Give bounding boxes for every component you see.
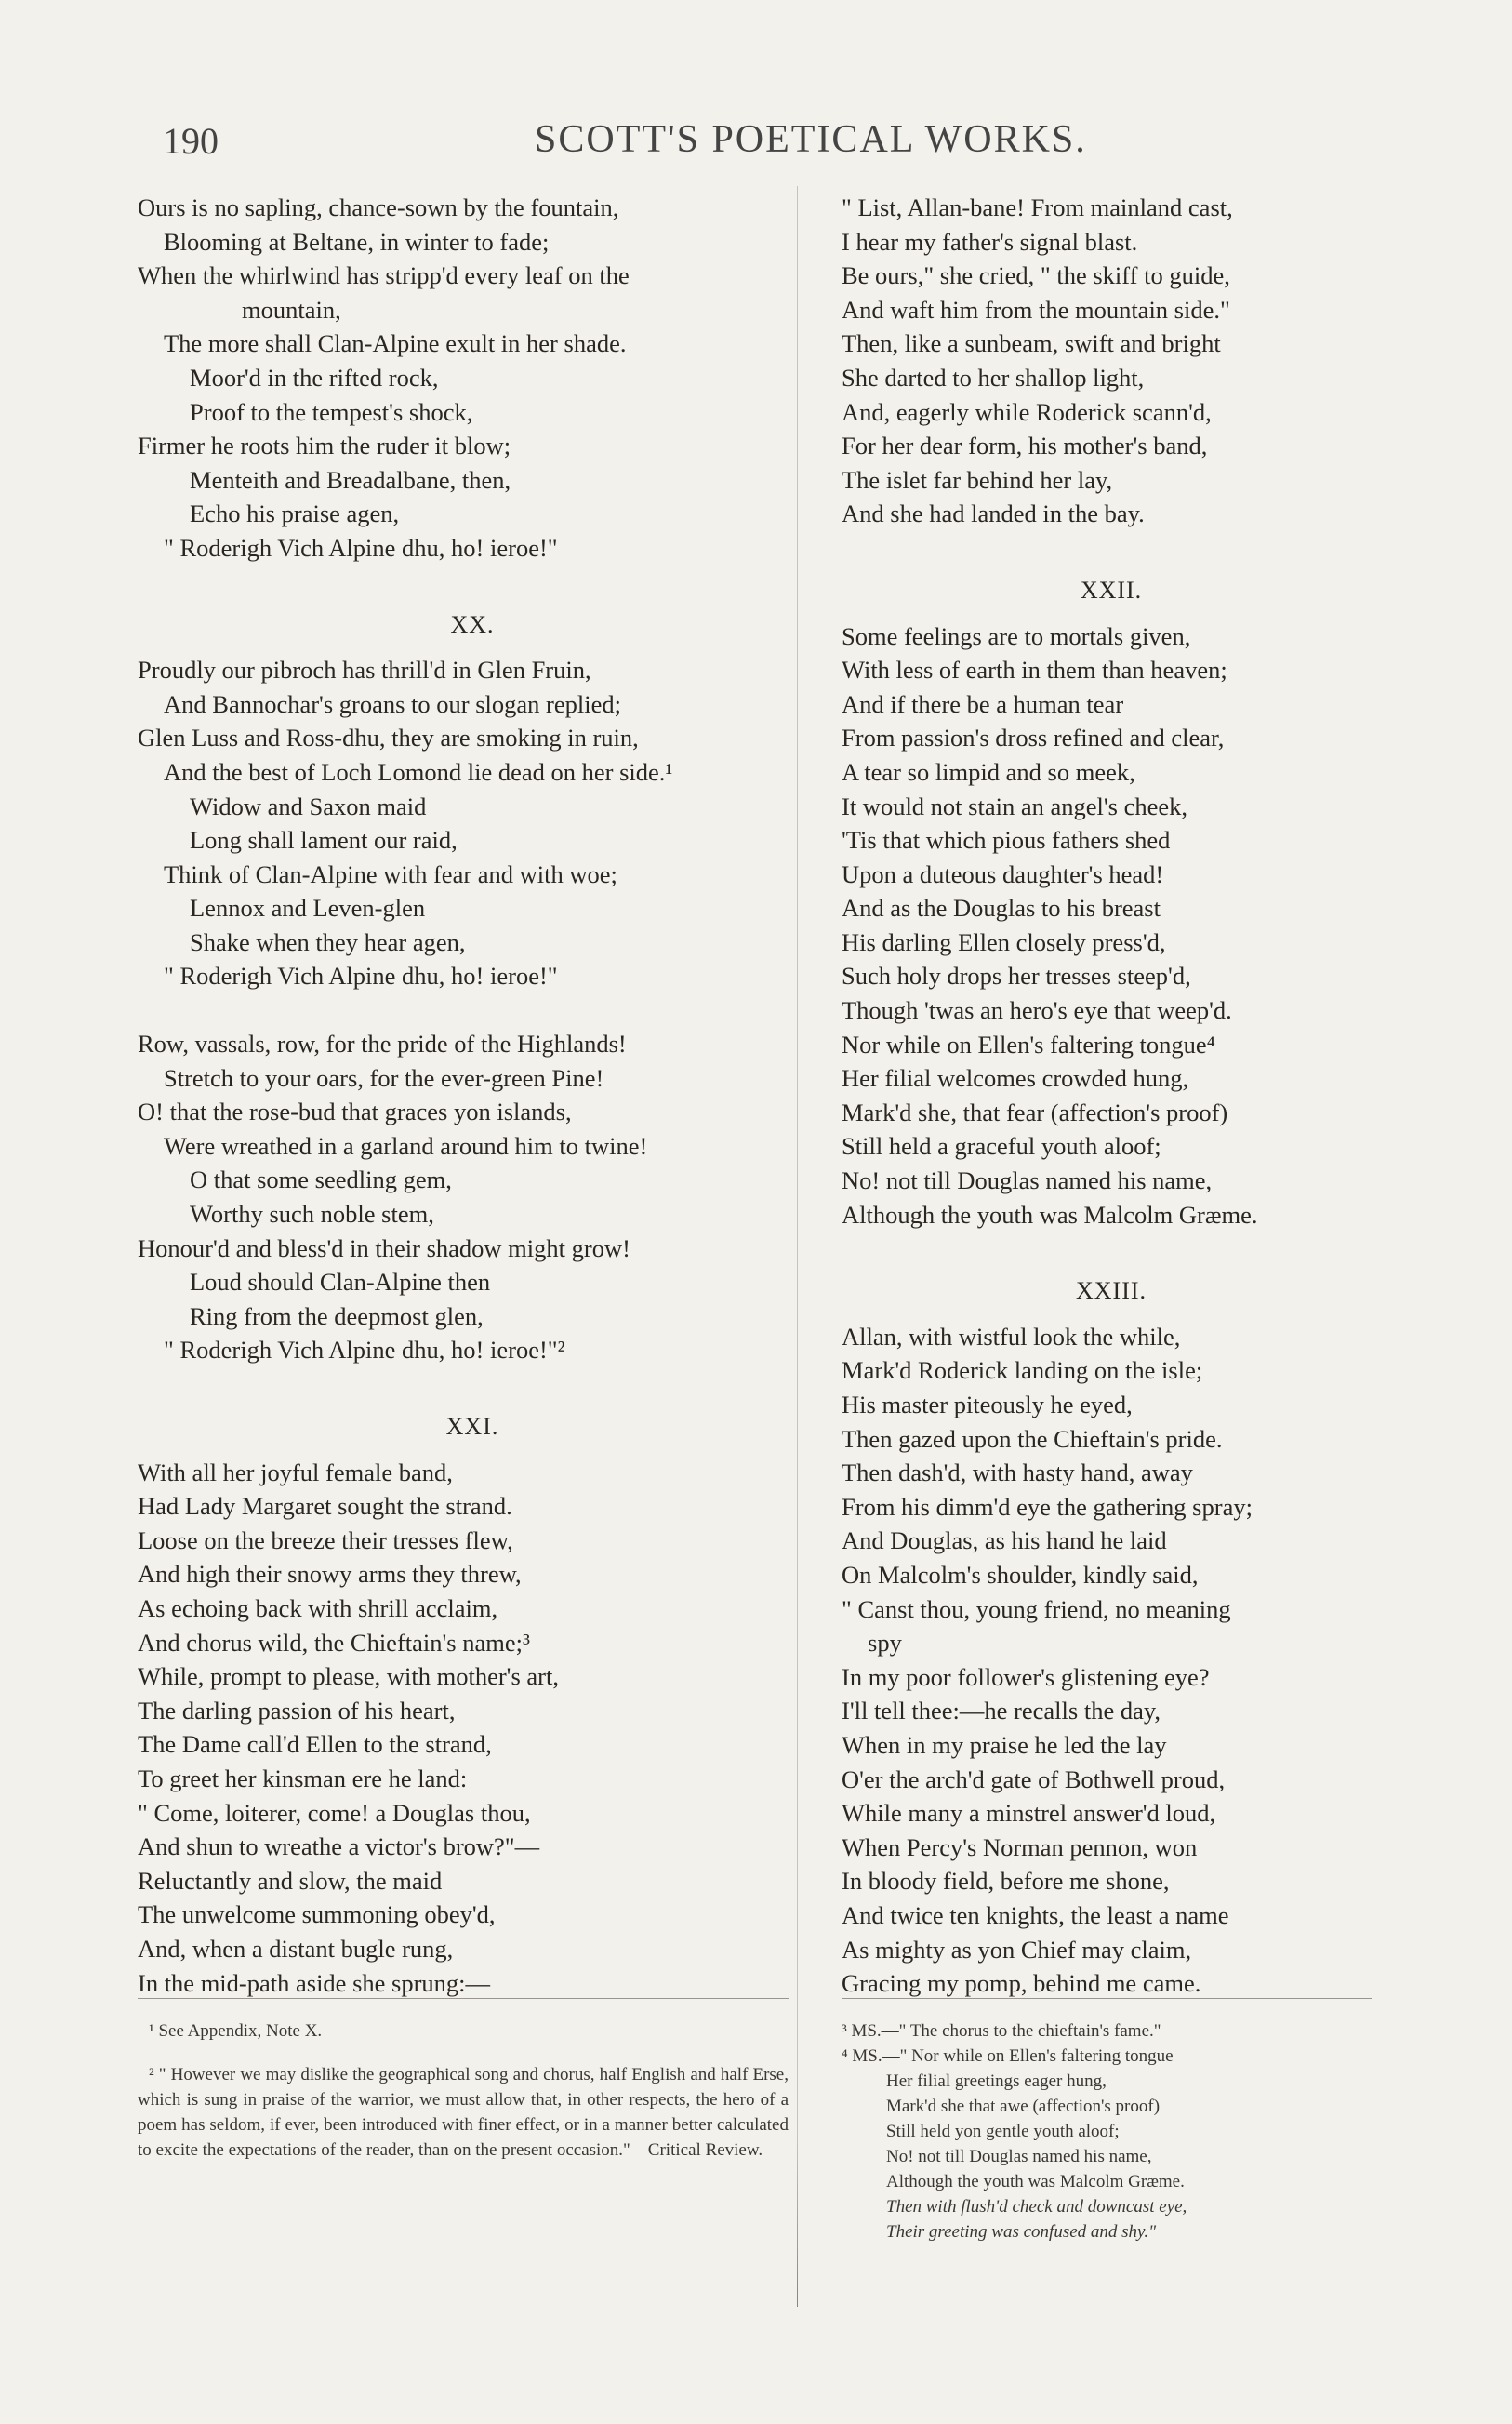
verse-line: Still held a graceful youth aloof; bbox=[842, 1132, 1161, 1161]
verse-line: While many a minstrel answer'd loud, bbox=[842, 1799, 1216, 1828]
verse-line: " Come, loiterer, come! a Douglas thou, bbox=[138, 1798, 531, 1827]
verse-line: spy bbox=[868, 1629, 902, 1658]
verse-line: Menteith and Breadalbane, then, bbox=[190, 465, 511, 494]
verse-line: Upon a duteous daughter's head! bbox=[842, 859, 1164, 888]
verse-line: Lennox and Leven-glen bbox=[190, 894, 426, 923]
verse-line: O that some seedling gem, bbox=[190, 1165, 452, 1194]
verse-line: Had Lady Margaret sought the strand. bbox=[138, 1492, 512, 1521]
verse-line: Nor while on Ellen's faltering tongue⁴ bbox=[842, 1030, 1215, 1059]
verse-line: Be ours," she cried, " the skiff to guide, bbox=[842, 261, 1230, 290]
verse-line: O'er the arch'd gate of Bothwell proud, bbox=[842, 1765, 1226, 1793]
verse-line: With less of earth in them than heaven; bbox=[842, 656, 1227, 685]
verse-line: In my poor follower's glistening eye? bbox=[842, 1662, 1210, 1691]
verse-line: " List, Allan-bane! From mainland cast, bbox=[842, 193, 1233, 221]
footnote: ² " However we may dislike the geographical song and chorus, half English and half Erse, which is sung in praise of the warrior, we must allow that, in other respects, the hero of a poem has seldom, if ever, been introduced with finer effect, or in a manner better calculated to excite the expectations of the reader, than on the present occasion."—Critical Review. bbox=[138, 2065, 789, 2160]
stanza-block bbox=[138, 1456, 807, 2001]
verse-line: Though 'twas an hero's eye that weep'd. bbox=[842, 996, 1232, 1025]
column-divider bbox=[797, 186, 798, 2307]
stanza-number: XXII. bbox=[1080, 576, 1143, 604]
verse-line: The unwelcome summoning obey'd, bbox=[138, 1900, 496, 1929]
verse-line: While, prompt to please, with mother's art, bbox=[138, 1662, 559, 1691]
verse-line: Blooming at Beltane, in winter to fade; bbox=[164, 227, 550, 256]
verse-line: Proudly our pibroch has thrill'd in Glen Fruin, bbox=[138, 656, 591, 685]
stanza-number: XXI. bbox=[445, 1413, 499, 1440]
footnote-line: ³ MS.—" The chorus to the chieftain's fame." bbox=[842, 2021, 1161, 2041]
verse-line: And waft him from the mountain side." bbox=[842, 295, 1230, 324]
verse-line: " Roderigh Vich Alpine dhu, ho! ieroe!" bbox=[164, 533, 558, 562]
verse-line: Her filial welcomes crowded hung, bbox=[842, 1064, 1189, 1093]
verse-line: And, eagerly while Roderick scann'd, bbox=[842, 397, 1212, 426]
verse-line: Then dash'd, with hasty hand, away bbox=[842, 1458, 1193, 1487]
stanza-block bbox=[138, 1027, 807, 1367]
verse-line: She darted to her shallop light, bbox=[842, 363, 1145, 392]
verse-line: And high their snowy arms they threw, bbox=[138, 1560, 522, 1589]
verse-line: The more shall Clan-Alpine exult in her shade. bbox=[164, 329, 627, 358]
verse-line: Ring from the deepmost glen, bbox=[190, 1301, 484, 1330]
verse-line: O! that the rose-bud that graces yon islands, bbox=[138, 1098, 572, 1126]
verse-line: Echo his praise agen, bbox=[190, 499, 400, 528]
verse-line: In the mid-path aside she sprung:— bbox=[138, 1968, 491, 1997]
verse-line: " Canst thou, young friend, no meaning bbox=[842, 1594, 1231, 1623]
footnote-line: Their greeting was confused and shy." bbox=[886, 2222, 1157, 2242]
verse-line: The islet far behind her lay, bbox=[842, 465, 1113, 494]
footnote-rule bbox=[138, 1998, 789, 1999]
verse-line: On Malcolm's shoulder, kindly said, bbox=[842, 1560, 1199, 1589]
verse-line: Glen Luss and Ross-dhu, they are smoking in ruin, bbox=[138, 724, 639, 753]
verse-line: In bloody field, before me shone, bbox=[842, 1867, 1170, 1896]
verse-line: " Roderigh Vich Alpine dhu, ho! ieroe!"² bbox=[164, 1336, 565, 1365]
verse-line: And shun to wreathe a victor's brow?"— bbox=[138, 1832, 540, 1861]
footnote-line: No! not till Douglas named his name, bbox=[886, 2147, 1152, 2166]
verse-line: Gracing my pomp, behind me came. bbox=[842, 1969, 1201, 1998]
verse-line: Although the youth was Malcolm Græme. bbox=[842, 1200, 1258, 1229]
verse-line: From passion's dross refined and clear, bbox=[842, 724, 1225, 753]
verse-line: Firmer he roots him the ruder it blow; bbox=[138, 432, 511, 460]
verse-line: With all her joyful female band, bbox=[138, 1458, 453, 1486]
footnote: ¹ See Appendix, Note X. bbox=[149, 2021, 323, 2041]
verse-line: And Bannochar's groans to our slogan replied; bbox=[164, 689, 621, 718]
footnotes-right bbox=[842, 2018, 1386, 2244]
verse-line: Shake when they hear agen, bbox=[190, 927, 466, 956]
verse-line: 'Tis that which pious fathers shed bbox=[842, 826, 1171, 855]
verse-line: Mark'd Roderick landing on the isle; bbox=[842, 1356, 1203, 1385]
verse-line: Ours is no sapling, chance-sown by the fountain, bbox=[138, 193, 619, 221]
verse-line: When the whirlwind has stripp'd every leaf on the bbox=[138, 261, 630, 290]
verse-line: Such holy drops her tresses steep'd, bbox=[842, 962, 1191, 991]
footnote-line: Mark'd she that awe (affection's proof) bbox=[886, 2097, 1161, 2116]
verse-line: Allan, with wistful look the while, bbox=[842, 1322, 1181, 1351]
verse-line: And twice ten knights, the least a name bbox=[842, 1900, 1229, 1929]
stanza-block bbox=[842, 619, 1381, 1232]
footnote-line: Then with flush'd check and downcast eye, bbox=[886, 2197, 1187, 2217]
verse-line: To greet her kinsman ere he land: bbox=[138, 1764, 468, 1792]
verse-line: Mark'd she, that fear (affection's proof) bbox=[842, 1098, 1228, 1126]
verse-line: Loose on the breeze their tresses flew, bbox=[138, 1525, 513, 1554]
verse-line: When in my praise he led the lay bbox=[842, 1730, 1167, 1759]
page-number: 190 bbox=[163, 120, 219, 162]
verse-line: For her dear form, his mother's band, bbox=[842, 432, 1208, 460]
verse-line: The darling passion of his heart, bbox=[138, 1696, 456, 1725]
verse-line: And Douglas, as his hand he laid bbox=[842, 1526, 1167, 1555]
stanza-block bbox=[842, 191, 1381, 531]
verse-line: Honour'd and bless'd in their shadow might grow! bbox=[138, 1233, 630, 1262]
footnote-line: Still held yon gentle youth aloof; bbox=[886, 2122, 1120, 2141]
verse-line: His darling Ellen closely press'd, bbox=[842, 927, 1166, 956]
verse-line: Then gazed upon the Chieftain's pride. bbox=[842, 1424, 1223, 1453]
verse-line: I'll tell thee:—he recalls the day, bbox=[842, 1697, 1161, 1725]
verse-line: Long shall lament our raid, bbox=[190, 826, 458, 855]
left-column bbox=[138, 191, 807, 2000]
verse-line: Moor'd in the rifted rock, bbox=[190, 363, 439, 392]
verse-line: As mighty as yon Chief may claim, bbox=[842, 1935, 1192, 1964]
verse-line: Proof to the tempest's shock, bbox=[190, 397, 473, 426]
footnote-line: ⁴ MS.—" Nor while on Ellen's faltering tongue bbox=[842, 2046, 1174, 2066]
verse-line: Were wreathed in a garland around him to twine! bbox=[164, 1131, 648, 1160]
footnote-line: Although the youth was Malcolm Græme. bbox=[886, 2172, 1185, 2191]
verse-line: And the best of Loch Lomond lie dead on her side.¹ bbox=[164, 757, 673, 786]
right-column bbox=[842, 191, 1381, 2001]
footnote-rule bbox=[842, 1998, 1372, 1999]
verse-line: A tear so limpid and so meek, bbox=[842, 757, 1135, 786]
verse-line: Reluctantly and slow, the maid bbox=[138, 1866, 443, 1895]
stanza-number: XXIII. bbox=[1075, 1277, 1147, 1305]
verse-line: From his dimm'd eye the gathering spray; bbox=[842, 1492, 1253, 1521]
verse-line: Loud should Clan-Alpine then bbox=[190, 1268, 491, 1297]
verse-line: mountain, bbox=[242, 295, 341, 324]
verse-line: And as the Douglas to his breast bbox=[842, 894, 1161, 923]
verse-line: Think of Clan-Alpine with fear and with woe; bbox=[164, 859, 617, 888]
verse-line: Then, like a sunbeam, swift and bright bbox=[842, 329, 1221, 358]
running-head: SCOTT'S POETICAL WORKS. bbox=[535, 118, 1087, 161]
verse-line: Widow and Saxon maid bbox=[190, 792, 427, 820]
verse-line: And if there be a human tear bbox=[842, 689, 1124, 718]
verse-line: " Roderigh Vich Alpine dhu, ho! ieroe!" bbox=[164, 962, 558, 991]
verse-line: It would not stain an angel's cheek, bbox=[842, 792, 1187, 820]
verse-line: Some feelings are to mortals given, bbox=[842, 621, 1191, 650]
verse-line: I hear my father's signal blast. bbox=[842, 227, 1138, 256]
stanza-number: XX. bbox=[450, 610, 495, 638]
verse-line: His master piteously he eyed, bbox=[842, 1391, 1133, 1418]
verse-line: And, when a distant bugle rung, bbox=[138, 1934, 454, 1963]
stanza-block bbox=[138, 191, 807, 566]
footnote-line: Her filial greetings eager hung, bbox=[886, 2071, 1107, 2091]
verse-line: The Dame call'd Ellen to the strand, bbox=[138, 1730, 492, 1759]
stanza-block bbox=[842, 1320, 1381, 2001]
verse-line: And chorus wild, the Chieftain's name;³ bbox=[138, 1628, 530, 1657]
verse-line: Row, vassals, row, for the pride of the Highlands! bbox=[138, 1030, 627, 1059]
verse-line: No! not till Douglas named his name, bbox=[842, 1166, 1213, 1195]
verse-line: And she had landed in the bay. bbox=[842, 499, 1145, 528]
stanza-block bbox=[138, 653, 807, 993]
verse-line: As echoing back with shrill acclaim, bbox=[138, 1593, 498, 1622]
verse-line: When Percy's Norman pennon, won bbox=[842, 1832, 1198, 1861]
footnotes-left bbox=[138, 2018, 789, 2181]
verse-line: Stretch to your oars, for the ever-green Pine! bbox=[164, 1063, 604, 1092]
verse-line: Worthy such noble stem, bbox=[190, 1200, 434, 1229]
